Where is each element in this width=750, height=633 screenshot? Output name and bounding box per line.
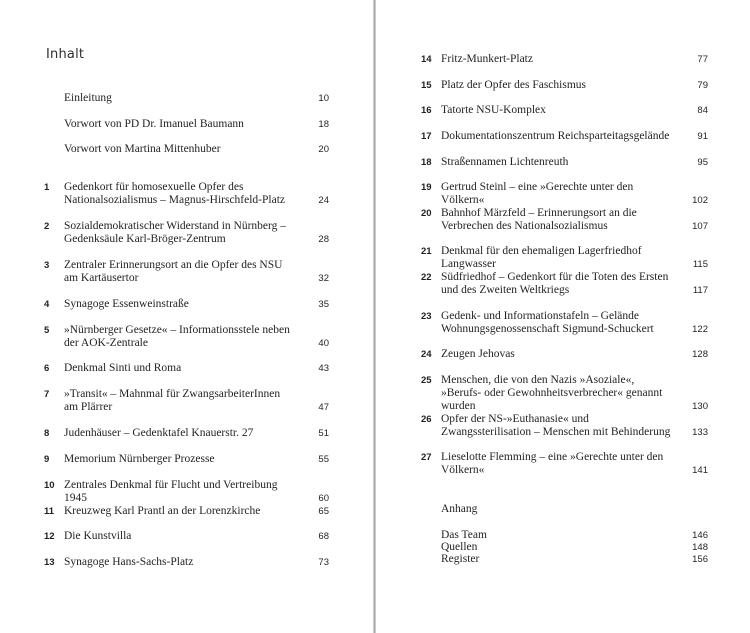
toc-entry: [44, 259, 329, 285]
toc-entry-page: 60: [318, 493, 329, 504]
toc-entry-page: 43: [318, 363, 329, 374]
toc-entry-title: Lieselotte Flemming – eine »Gerechte unter den Völkern«: [441, 451, 664, 476]
toc-entry-page: 77: [697, 54, 708, 65]
toc-entry: [44, 181, 329, 207]
toc-entry-number: 26: [421, 414, 432, 425]
page-right: [376, 0, 750, 633]
toc-entry-page: 133: [692, 427, 708, 438]
toc-entry: [44, 220, 329, 246]
toc-entry: [421, 271, 708, 297]
toc-entry-number: 12: [44, 531, 55, 542]
toc-entry-number: 27: [421, 452, 432, 463]
toc-entry-title: Bahnhof Märzfeld – Erinnerungsort an die Verbrechen des Nationalsozialismus: [441, 207, 637, 232]
toc-entry: [421, 130, 708, 143]
toc-entry: [421, 413, 708, 439]
toc-entry: [44, 427, 329, 440]
toc-entry: [421, 310, 708, 336]
toc-entry-title: Kreuzweg Karl Prantl an der Lorenzkirche: [64, 505, 261, 517]
toc-entry-title: Judenhäuser – Gedenktafel Knauerstr. 27: [64, 427, 254, 439]
toc-entry: [421, 156, 708, 169]
toc-entry-title: Synagoge Essenweinstraße: [64, 298, 189, 310]
toc-entry-page: 79: [697, 80, 708, 91]
toc-entry-title: Memorium Nürnberger Prozesse: [64, 453, 215, 465]
toc-entry-number: 13: [44, 557, 55, 568]
toc-entry-number: 22: [421, 272, 432, 283]
toc-entry: [421, 348, 708, 361]
toc-entry-page: 130: [692, 401, 708, 412]
toc-entry-page: 35: [318, 299, 329, 310]
toc-entry-title: Dokumentationszentrum Reichsparteitagsgelände: [441, 130, 670, 142]
toc-entry-title: Synagoge Hans-Sachs-Platz: [64, 556, 194, 568]
toc-entry-title: Das Team: [441, 529, 487, 541]
toc-entry: [421, 245, 708, 271]
toc-entry-number: 6: [44, 363, 50, 374]
toc-entry-title: Denkmal für den ehemaligen Lagerfriedhof Langwasser: [441, 245, 642, 270]
toc-entry-page: 68: [318, 531, 329, 542]
toc-entry-title: Vorwort von PD Dr. Imanuel Baumann: [64, 118, 244, 130]
toc-entry-title: Denkmal Sinti und Roma: [64, 362, 182, 374]
toc-entry-page: 20: [318, 144, 329, 155]
toc-entry-number: 23: [421, 311, 432, 322]
toc-entry-number: 16: [421, 105, 432, 116]
toc-entry: [421, 207, 708, 233]
toc-entry-page: 47: [318, 402, 329, 413]
toc-entry-title: Fritz-Munkert-Platz: [441, 53, 533, 65]
toc-entry-page: 107: [692, 221, 708, 232]
toc-entry-page: 122: [692, 324, 708, 335]
toc-entry-page: 10: [318, 93, 329, 104]
toc-entry-number: 8: [44, 428, 50, 439]
toc-entry-page: 141: [692, 465, 708, 476]
toc-entry: [44, 118, 329, 131]
toc-entry-title: Die Kunstvilla: [64, 530, 132, 542]
toc-entry-title: Opfer der NS-»Euthanasie« und Zwangssterilisation – Menschen mit Behinderung: [441, 413, 671, 438]
appendix-heading: [421, 503, 708, 516]
toc-entry-number: 9: [44, 454, 50, 465]
toc-entry-title: Vorwort von Martina Mittenhuber: [64, 143, 221, 155]
appendix-heading-text: Anhang: [441, 503, 478, 515]
toc-entry: [44, 324, 329, 350]
toc-entry-number: 15: [421, 80, 432, 91]
toc-entry-title: Register: [441, 553, 480, 565]
toc-entry: [44, 298, 329, 311]
toc-entry-title: »Nürnberger Gesetze« – Informationsstele neben der AOK-Zentrale: [64, 324, 290, 349]
toc-entry-number: 14: [421, 54, 432, 65]
toc-entry-number: 3: [44, 260, 50, 271]
toc-entry-number: 25: [421, 375, 432, 386]
toc-entry-title: Quellen: [441, 541, 478, 553]
toc-entry-title: Zentrales Denkmal für Flucht und Vertreibung 1945: [64, 479, 278, 504]
toc-entry: [44, 92, 329, 105]
toc-entry-title: Menschen, die von den Nazis »Asoziale«, »Berufs- oder Gewohnheitsverbrecher« genannt wurden: [441, 374, 663, 412]
toc-entry: [421, 79, 708, 92]
toc-entry-title: Straßennamen Lichtenreuth: [441, 156, 569, 168]
toc-entry-title: Zeugen Jehovas: [441, 348, 515, 360]
toc-entry-page: 115: [692, 259, 708, 270]
toc-entry-page: 24: [318, 195, 329, 206]
toc-entry-title: »Transit« – Mahnmal für ZwangsarbeiterInnen am Plärrer: [64, 388, 281, 413]
toc-entry-title: Gertrud Steinl – eine »Gerechte unter den Völkern«: [441, 181, 634, 206]
toc-entry-page: 146: [692, 530, 708, 541]
toc-entry-page: 32: [318, 273, 329, 284]
toc-entry-title: Gedenk- und Informationstafeln – Gelände Wohnungsgenossenschaft Sigmund-Schuckert: [441, 310, 654, 335]
toc-entry-page: 95: [697, 157, 708, 168]
toc-entry-number: 20: [421, 208, 432, 219]
toc-entry-page: 73: [318, 557, 329, 568]
toc-entry-page: 28: [318, 234, 329, 245]
toc-entry-title: Einleitung: [64, 92, 112, 104]
toc-entry-title: Platz der Opfer des Faschismus: [441, 79, 586, 91]
toc-entry-page: 65: [318, 506, 329, 517]
toc-entry: [421, 53, 708, 66]
toc-entry: [44, 479, 329, 505]
toc-entry-number: 21: [421, 246, 432, 257]
toc-entry: [44, 362, 329, 375]
toc-entry-page: 40: [318, 338, 329, 349]
toc-entry: [44, 556, 329, 569]
toc-title: Inhalt: [46, 47, 85, 62]
toc-entry-number: 24: [421, 349, 432, 360]
toc-entry-number: 10: [44, 480, 55, 491]
toc-entry: [44, 453, 329, 466]
toc-entry: [44, 505, 329, 518]
toc-entry-number: 19: [421, 182, 432, 193]
toc-entry-page: 18: [318, 119, 329, 130]
toc-entry-number: 11: [44, 506, 55, 517]
toc-entry-number: 4: [44, 299, 50, 310]
toc-entry: [421, 104, 708, 117]
toc-entry-title: Südfriedhof – Gedenkort für die Toten des Ersten und des Zweiten Weltkriegs: [441, 271, 669, 296]
toc-entry: [421, 374, 708, 413]
toc-entry-page: 102: [692, 195, 708, 206]
toc-entry-title: Sozialdemokratischer Widerstand in Nürnberg – Gedenksäule Karl-Bröger-Zentrum: [64, 220, 287, 245]
toc-entry-page: 51: [318, 428, 329, 439]
toc-entry-number: 5: [44, 325, 50, 336]
toc-entry-page: 55: [318, 454, 329, 465]
toc-entry: [421, 181, 708, 207]
toc-entry-page: 128: [692, 349, 708, 360]
toc-entry-page: 91: [697, 131, 708, 142]
toc-entry-title: Tatorte NSU-Komplex: [441, 104, 546, 116]
toc-entry: [44, 530, 329, 543]
toc-entry-title: Gedenkort für homosexuelle Opfer des Nationalsozialismus – Magnus-Hirschfeld-Platz: [64, 181, 286, 206]
toc-entry-number: 17: [421, 131, 432, 142]
toc-entry-page: 148: [692, 542, 708, 553]
toc-entry-number: 18: [421, 157, 432, 168]
toc-entry-number: 1: [44, 182, 50, 193]
toc-entry-title: Zentraler Erinnerungsort an die Opfer des NSU am Kartäusertor: [64, 259, 283, 284]
toc-entry: [421, 451, 708, 477]
toc-entry: [44, 388, 329, 414]
toc-entry-number: 7: [44, 389, 50, 400]
toc-entry-page: 117: [692, 285, 708, 296]
toc-entry-page: 84: [697, 105, 708, 116]
toc-entry-number: 2: [44, 221, 50, 232]
toc-entry: [44, 143, 329, 156]
toc-entry-page: 156: [692, 554, 708, 565]
toc-entry: [421, 553, 708, 566]
